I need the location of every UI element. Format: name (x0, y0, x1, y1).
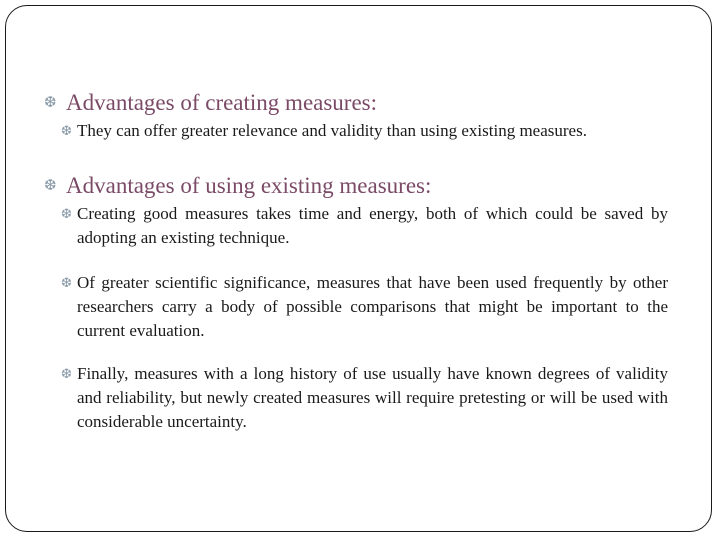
section-heading-existing (44, 171, 668, 201)
section-heading-creating (44, 88, 668, 118)
point-text: Of greater scientific significance, measures that have been used frequently by other researchers carry a body of possible comparisons that might be important to the current evaluation. (77, 273, 668, 340)
point-relevance (44, 119, 668, 143)
bullet-icon: ❆ (61, 366, 72, 381)
bullet-icon: ❆ (61, 206, 72, 221)
point-validity-history (44, 362, 668, 434)
point-text: They can offer greater relevance and validity than using existing measures. (77, 121, 587, 140)
bullet-icon: ❆ (61, 275, 72, 290)
bullet-icon: ❆ (44, 178, 57, 194)
heading-text: Advantages of using existing measures: (66, 173, 432, 198)
bullet-icon: ❆ (61, 123, 72, 138)
bullet-icon: ❆ (44, 95, 57, 111)
point-time-energy (44, 202, 668, 250)
point-text: Creating good measures takes time and energy, both of which could be saved by adopting an existing technique. (77, 204, 668, 247)
slide-content (44, 88, 668, 434)
point-significance (44, 271, 668, 343)
point-text: Finally, measures with a long history of use usually have known degrees of validity and reliability, but newly created measures will require pretesting or will be used with considerable uncertainty. (77, 364, 668, 431)
heading-text: Advantages of creating measures: (66, 90, 378, 115)
